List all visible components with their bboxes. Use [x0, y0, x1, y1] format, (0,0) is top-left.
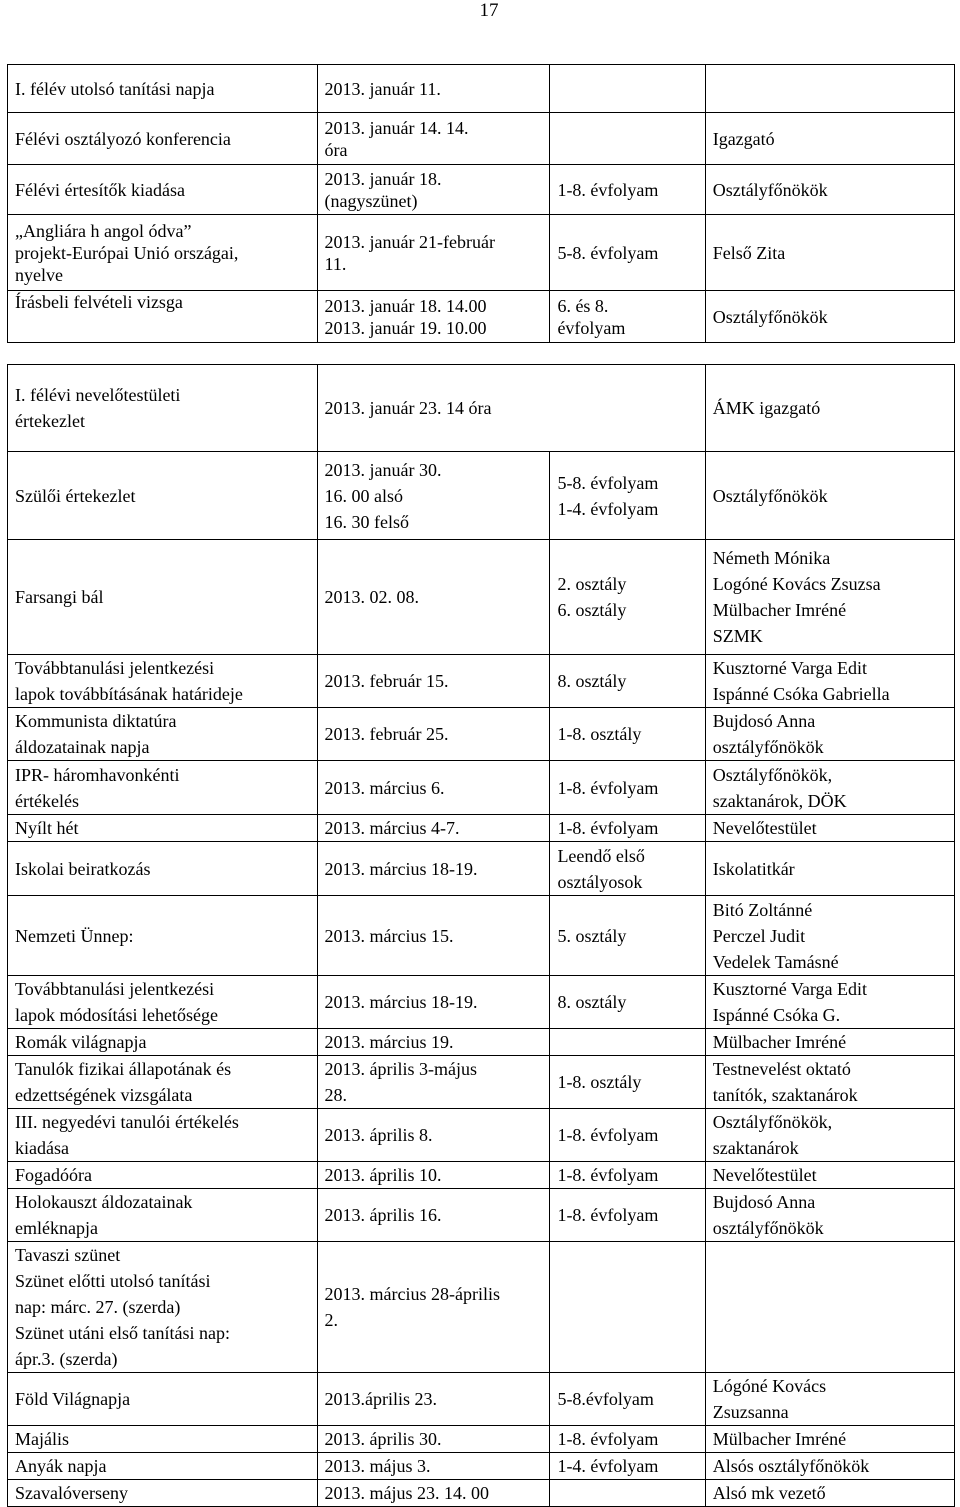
- target-cell: 1-8. évfolyam: [550, 761, 705, 815]
- responsible-cell: Lógóné Kovács Zsuzsanna: [705, 1373, 954, 1426]
- event-cell: Továbbtanulási jelentkezési lapok módosítási lehetősége: [8, 976, 318, 1029]
- target-cell: [550, 1029, 705, 1056]
- date-cell: 2013. február 15.: [317, 655, 550, 708]
- target-cell: [550, 1480, 705, 1507]
- responsible-cell: ÁMK igazgató: [705, 365, 954, 452]
- responsible-cell: Osztályfőnökök: [705, 291, 954, 343]
- target-cell: 1-8. osztály: [550, 1056, 705, 1109]
- target-cell: 1-4. évfolyam: [550, 1453, 705, 1480]
- date-cell: 2013. május 3.: [317, 1453, 550, 1480]
- event-cell: III. negyedévi tanulói értékelés kiadása: [8, 1109, 318, 1162]
- table-row: [8, 365, 955, 452]
- responsible-cell: Iskolatitkár: [705, 842, 954, 896]
- responsible-cell: Mülbacher Imréné: [705, 1029, 954, 1056]
- target-cell: 1-8. évfolyam: [550, 1189, 705, 1242]
- event-cell: Fogadóóra: [8, 1162, 318, 1189]
- event-cell: Nyílt hét: [8, 815, 318, 842]
- event-cell: Félévi értesítők kiadása: [8, 165, 318, 215]
- responsible-cell: Kusztorné Varga Edit Ispánné Csóka G.: [705, 976, 954, 1029]
- target-cell: 5-8.évfolyam: [550, 1373, 705, 1426]
- date-cell: 2013. április 10.: [317, 1162, 550, 1189]
- schedule-table-staff-meeting: [7, 364, 955, 452]
- table-row: [8, 65, 955, 113]
- responsible-cell: Nevelőtestület: [705, 1162, 954, 1189]
- date-cell: 2013. január 11.: [317, 65, 550, 113]
- table-row: [8, 1109, 955, 1162]
- table-row: [8, 1189, 955, 1242]
- responsible-cell: Osztályfőnökök: [705, 165, 954, 215]
- event-cell: Szavalóverseny: [8, 1480, 318, 1507]
- event-cell: Majális: [8, 1426, 318, 1453]
- table-row: [8, 976, 955, 1029]
- target-cell: 5-8. évfolyam 1-4. évfolyam: [550, 452, 705, 540]
- table-row: [8, 815, 955, 842]
- target-cell: 6. és 8. évfolyam: [550, 291, 705, 343]
- table-row: [8, 540, 955, 655]
- table-row: [8, 291, 955, 343]
- target-cell: 2. osztály 6. osztály: [550, 540, 705, 655]
- table-row: [8, 1453, 955, 1480]
- date-cell: 2013. március 28-április 2.: [317, 1242, 550, 1373]
- date-cell: 2013. március 15.: [317, 896, 550, 976]
- date-cell: 2013. január 21-február 11.: [317, 215, 550, 291]
- date-cell: 2013. március 18-19.: [317, 976, 550, 1029]
- event-cell: Iskolai beiratkozás: [8, 842, 318, 896]
- event-cell: „Angliára h angol ódva” projekt-Európai Unió országai, nyelve: [8, 215, 318, 291]
- table-row: [8, 452, 955, 540]
- page-number: 17: [479, 0, 499, 21]
- table-row: [8, 761, 955, 815]
- date-cell: 2013. március 18-19.: [317, 842, 550, 896]
- event-cell: Anyák napja: [8, 1453, 318, 1480]
- table-row: [8, 113, 955, 165]
- date-cell: 2013. január 23. 14 óra: [317, 365, 705, 452]
- event-cell: Írásbeli felvételi vizsga: [8, 291, 318, 343]
- schedule-table-second-semester: [7, 451, 955, 1507]
- date-cell: 2013. január 18. (nagyszünet): [317, 165, 550, 215]
- target-cell: [550, 113, 705, 165]
- event-cell: Farsangi bál: [8, 540, 318, 655]
- target-cell: 1-8. évfolyam: [550, 1426, 705, 1453]
- responsible-cell: Testnevelést oktató tanítók, szaktanárok: [705, 1056, 954, 1109]
- responsible-cell: Igazgató: [705, 113, 954, 165]
- responsible-cell: Kusztorné Varga Edit Ispánné Csóka Gabriella: [705, 655, 954, 708]
- table-row: [8, 1373, 955, 1426]
- target-cell: 1-8. évfolyam: [550, 815, 705, 842]
- event-cell: Holokauszt áldozatainak emléknapja: [8, 1189, 318, 1242]
- date-cell: 2013. április 16.: [317, 1189, 550, 1242]
- event-cell: Továbbtanulási jelentkezési lapok továbbításának határideje: [8, 655, 318, 708]
- table-row: [8, 215, 955, 291]
- table-body: [8, 452, 955, 1507]
- date-cell: 2013. április 30.: [317, 1426, 550, 1453]
- target-cell: 5. osztály: [550, 896, 705, 976]
- responsible-cell: Osztályfőnökök: [705, 452, 954, 540]
- event-cell: I. félév utolsó tanítási napja: [8, 65, 318, 113]
- responsible-cell: Osztályfőnökök, szaktanárok: [705, 1109, 954, 1162]
- event-cell: I. félévi nevelőtestületi értekezlet: [8, 365, 318, 452]
- table-row: [8, 1029, 955, 1056]
- responsible-cell: Mülbacher Imréné: [705, 1426, 954, 1453]
- target-cell: 8. osztály: [550, 976, 705, 1029]
- responsible-cell: Bujdosó Anna osztályfőnökök: [705, 1189, 954, 1242]
- event-cell: Tanulók fizikai állapotának és edzettségének vizsgálata: [8, 1056, 318, 1109]
- event-cell: Tavaszi szünet Szünet előtti utolsó tanítási nap: márc. 27. (szerda) Szünet utáni első tanítási nap: ápr.3. (szerda): [8, 1242, 318, 1373]
- target-cell: [550, 65, 705, 113]
- table-row: [8, 1426, 955, 1453]
- responsible-cell: Németh Mónika Logóné Kovács Zsuzsa Mülbacher Imréné SZMK: [705, 540, 954, 655]
- event-cell: Nemzeti Ünnep:: [8, 896, 318, 976]
- date-cell: 2013. 02. 08.: [317, 540, 550, 655]
- schedule-table-first-semester: [7, 64, 955, 343]
- table-row: [8, 842, 955, 896]
- target-cell: Leendő első osztályosok: [550, 842, 705, 896]
- table-row: [8, 1162, 955, 1189]
- responsible-cell: Osztályfőnökök, szaktanárok, DÖK: [705, 761, 954, 815]
- table-row: [8, 1480, 955, 1507]
- date-cell: 2013. április 8.: [317, 1109, 550, 1162]
- event-cell: IPR- háromhavonkénti értékelés: [8, 761, 318, 815]
- date-cell: 2013. február 25.: [317, 708, 550, 761]
- target-cell: 8. osztály: [550, 655, 705, 708]
- date-cell: 2013. március 6.: [317, 761, 550, 815]
- date-cell: 2013. április 3-május 28.: [317, 1056, 550, 1109]
- responsible-cell: [705, 1242, 954, 1373]
- date-cell: 2013. március 4-7.: [317, 815, 550, 842]
- table-row: [8, 896, 955, 976]
- responsible-cell: Alsó mk vezető: [705, 1480, 954, 1507]
- responsible-cell: Nevelőtestület: [705, 815, 954, 842]
- date-cell: 2013.április 23.: [317, 1373, 550, 1426]
- responsible-cell: [705, 65, 954, 113]
- table-row: [8, 655, 955, 708]
- table-row: [8, 165, 955, 215]
- event-cell: Föld Világnapja: [8, 1373, 318, 1426]
- date-cell: 2013. május 23. 14. 00: [317, 1480, 550, 1507]
- target-cell: 5-8. évfolyam: [550, 215, 705, 291]
- event-cell: Romák világnapja: [8, 1029, 318, 1056]
- target-cell: 1-8. osztály: [550, 708, 705, 761]
- table-row: [8, 1242, 955, 1373]
- target-cell: [550, 1242, 705, 1373]
- date-cell: 2013. január 30. 16. 00 alsó 16. 30 felső: [317, 452, 550, 540]
- responsible-cell: Felső Zita: [705, 215, 954, 291]
- date-cell: 2013. január 14. 14. óra: [317, 113, 550, 165]
- event-cell: Félévi osztályozó konferencia: [8, 113, 318, 165]
- event-cell: Szülői értekezlet: [8, 452, 318, 540]
- responsible-cell: Bitó Zoltánné Perczel Judit Vedelek Tamásné: [705, 896, 954, 976]
- date-cell: 2013. március 19.: [317, 1029, 550, 1056]
- table-row: [8, 1056, 955, 1109]
- target-cell: 1-8. évfolyam: [550, 165, 705, 215]
- date-cell: 2013. január 18. 14.00 2013. január 19. 10.00: [317, 291, 550, 343]
- responsible-cell: Bujdosó Anna osztályfőnökök: [705, 708, 954, 761]
- event-cell: Kommunista diktatúra áldozatainak napja: [8, 708, 318, 761]
- responsible-cell: Alsós osztályfőnökök: [705, 1453, 954, 1480]
- target-cell: 1-8. évfolyam: [550, 1162, 705, 1189]
- target-cell: 1-8. évfolyam: [550, 1109, 705, 1162]
- table-row: [8, 708, 955, 761]
